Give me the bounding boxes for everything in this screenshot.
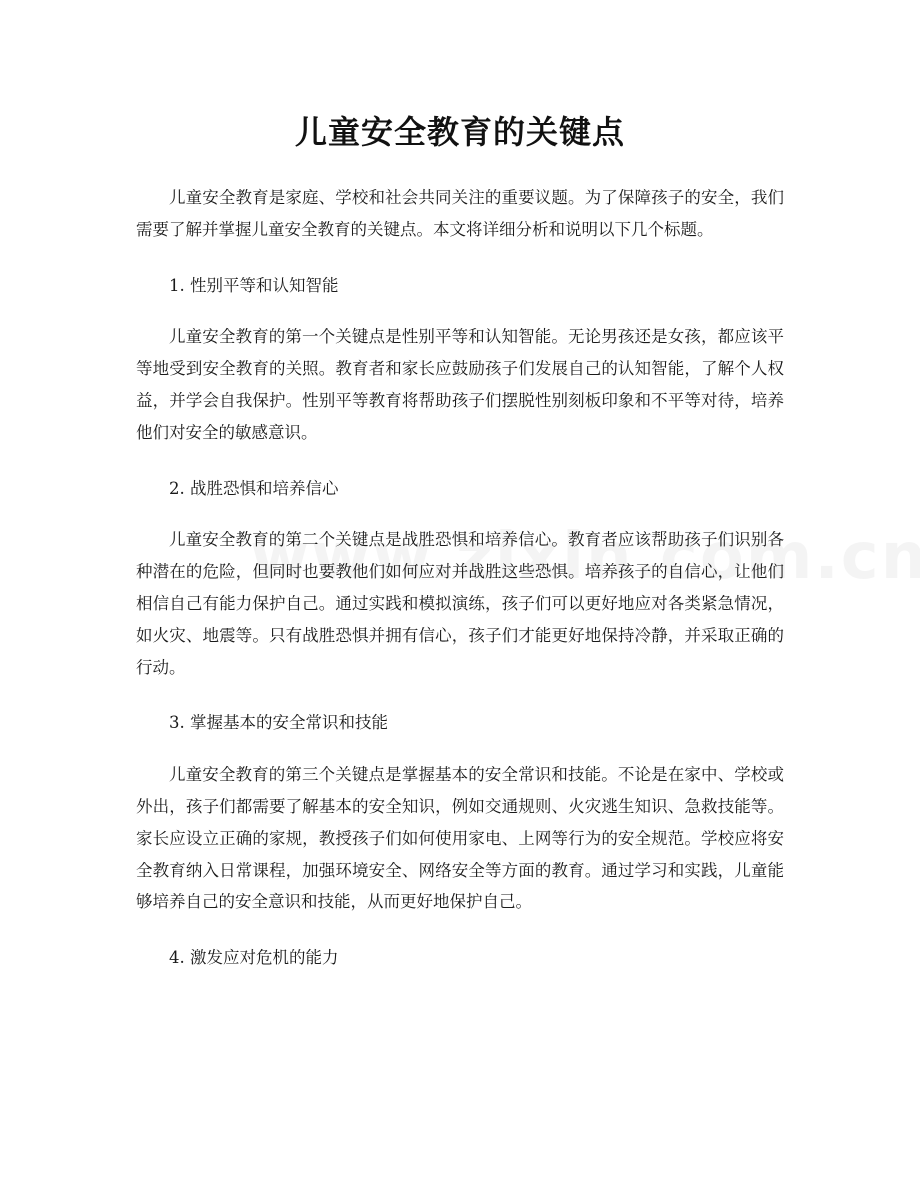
- intro-paragraph: 儿童安全教育是家庭、学校和社会共同关注的重要议题。为了保障孩子的安全，我们需要了解并掌握儿童安全教育的关键点。本文将详细分析和说明以下几个标题。: [136, 188, 784, 239]
- page-title: 儿童安全教育的关键点: [294, 113, 625, 151]
- section-paragraph-2: 儿童安全教育的第二个关键点是战胜恐惧和培养信心。教育者应该帮助孩子们识别各种潜在的危险，但同时也要教他们如何应对并战胜这些恐惧。培养孩子的自信心，让他们相信自己有能力保护自己。通过实践和模拟演练，孩子们可以更好地应对各类紧急情况，如火灾、地震等。只有战胜恐惧并拥有信心，孩子们才能更好地保持冷静，并采取正确的行动。: [136, 530, 784, 677]
- section-heading-1: 1. 性别平等和认知智能: [169, 275, 339, 295]
- section-heading-2: 2. 战胜恐惧和培养信心: [169, 478, 339, 498]
- section-heading-3: 3. 掌握基本的安全常识和技能: [169, 713, 388, 733]
- section-heading-4: 4. 激发应对危机的能力: [169, 948, 339, 968]
- section-paragraph-1: 儿童安全教育的第一个关键点是性别平等和认知智能。无论男孩还是女孩，都应该平等地受到安全教育的关照。教育者和家长应鼓励孩子们发展自己的认知智能，了解个人权益，并学会自我保护。性别平等教育将帮助孩子们摆脱性别刻板印象和不平等对待，培养他们对安全的敏感意识。: [136, 327, 784, 442]
- section-paragraph-3: 儿童安全教育的第三个关键点是掌握基本的安全常识和技能。不论是在家中、学校或外出，孩子们都需要了解基本的安全知识，例如交通规则、火灾逃生知识、急救技能等。家长应设立正确的家规，教授孩子们如何使用家电、上网等行为的安全规范。学校应将安全教育纳入日常课程，加强环境安全、网络安全等方面的教育。通过学习和实践，儿童能够培养自己的安全意识和技能，从而更好地保护自己。: [136, 765, 784, 912]
- document-body: [136, 182, 784, 994]
